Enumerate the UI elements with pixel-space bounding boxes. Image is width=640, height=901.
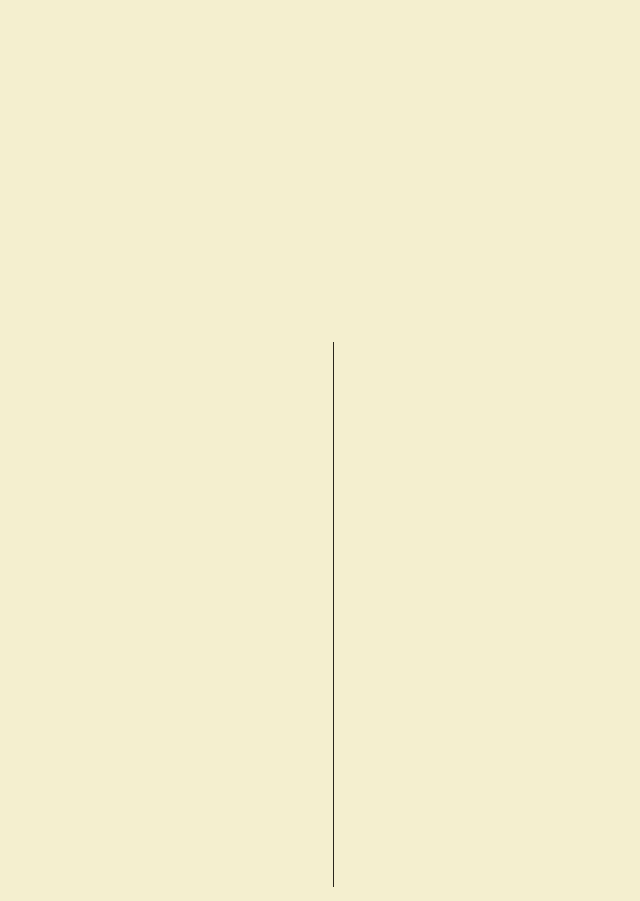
column-divider [333, 342, 334, 887]
music-score [0, 0, 640, 310]
